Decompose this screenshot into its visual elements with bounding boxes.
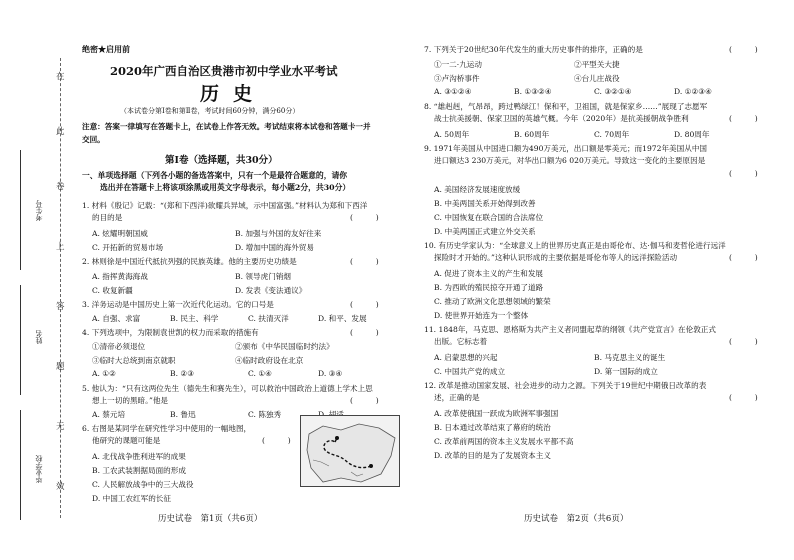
subject-title: 历史 (200, 83, 267, 105)
option: ①一二·九运动 (434, 60, 482, 69)
option: B. 60周年 (514, 130, 550, 139)
option: D. ③④ (318, 369, 343, 378)
option: B. 加强与外国的友好往来 (235, 229, 322, 238)
option: D. ①②③④ (674, 87, 712, 96)
question-8-cont: 战士抗美援朝、保家卫国的英雄气概。今年（2020年）是抗美援朝战争胜利 (434, 114, 689, 123)
option: C. 中国共产党的成立 (434, 367, 506, 376)
option: D. 增加中国的海外贸易 (235, 243, 314, 252)
option: ③临时大总统到南京就职 (92, 356, 176, 365)
question-1-cont: 的目的是 (92, 213, 123, 222)
option: D. 80周年 (674, 130, 710, 139)
section-title: 一、单项选择题（下列各小题的备选答案中，只有一个是最符合题意的，请你 (82, 171, 348, 180)
option: A. 蔡元培 (92, 410, 126, 419)
option: C. 开拓新的贸易市场 (92, 243, 164, 252)
question-12: 12. 改革是推动国家发展、社会进步的动力之源。下列关于19世纪中期俄日改革的表 (424, 381, 707, 390)
option: C. ③②①④ (594, 87, 632, 96)
answer-paren: ( ) (350, 213, 379, 222)
option: B. 马克思主义的诞生 (594, 353, 666, 362)
option: C. 改革前两国的资本主义发展水平都不高 (434, 437, 574, 446)
option: B. 日本通过改革结束了幕府的统治 (434, 423, 551, 432)
option: C. 扶清灭洋 (248, 314, 289, 323)
margin-char: 答 (56, 302, 65, 312)
option: C. 人民解放战争中的三大战役 (92, 480, 194, 489)
option: D. 使世界开始连为一个整体 (434, 311, 529, 320)
option: ②颁布《中华民国临时约法》 (235, 342, 334, 351)
option: D. 第一国际的成立 (594, 367, 658, 376)
option: B. ①③②④ (514, 87, 552, 96)
option: A. 自强、求富 (92, 314, 141, 323)
page-footer: 历史试卷 第1页（共6页） (158, 514, 263, 524)
answer-paren: ( ) (350, 396, 379, 405)
option: D. 和平、发展 (318, 314, 367, 323)
question-10-cont: 探险时才开始的。”这种认识形成的主要依据是哥伦布等人的远洋探险活动 (434, 253, 678, 262)
question-4: 4. 下列选项中，为限制袁世凯的权力而采取的措施有 (82, 328, 259, 337)
secret-label: 绝密★启用前 (82, 44, 130, 54)
option: B. 民主、科学 (170, 314, 219, 323)
option: C. 中国恢复在联合国的合法席位 (434, 213, 544, 222)
option: ④临时政府设在北京 (235, 356, 304, 365)
question-11-cont: 出版。它标志着 (434, 337, 488, 346)
option: C. 推动了欧洲文化思想领域的繁荣 (434, 297, 551, 306)
question-1: 1. 材料《殷记》记载：“(郑和下西洋)欲耀兵异域，示中国富强。”材料认为郑和下西洋 (82, 201, 368, 210)
question-8: 8. “雄赳赳，气昂昂，跨过鸭绿江！保和平，卫祖国，就是保家乡……”展现了志愿军 (424, 102, 708, 111)
answer-paren: ( ) (350, 328, 379, 337)
question-2: 2. 林则徐是中国近代抵抗列强的民族英雄。他的主要历史功绩是 (82, 257, 297, 266)
answer-paren: ( ) (262, 436, 291, 445)
margin-char: 卷 (56, 182, 65, 192)
question-5: 5. 他认为：“只有这两位先生（德先生和赛先生），可以救治中国政治上道德上学术上思 (82, 384, 373, 393)
question-7: 7. 下列关于20世纪30年代发生的重大历史事件的排序，正确的是 (424, 45, 643, 54)
part-title: 第Ⅰ卷（选择题，共30分） (165, 155, 278, 166)
option: D. 发表《变法通议》 (235, 286, 307, 295)
margin-char: 上 (56, 242, 65, 252)
option: D. 改革的目的是为了发展资本主义 (434, 451, 551, 460)
name-label: 姓名 (35, 330, 43, 344)
option: B. 鲁迅 (170, 410, 196, 419)
option: D. 中美两国正式建立外交关系 (434, 227, 536, 236)
section-title-cont: 选出并在答题卡上将该项涂黑或用英文字母表示，每小题2分，共30分） (100, 183, 351, 192)
option: ②平型关大捷 (574, 60, 620, 69)
margin-char: 题 (56, 362, 65, 372)
option: A. ①② (92, 369, 116, 378)
answer-paren: ( ) (729, 169, 758, 178)
answer-paren: ( ) (350, 300, 379, 309)
option: A. 促进了资本主义的产生和发展 (434, 269, 544, 278)
option: A. 美国经济发展速度放缓 (434, 185, 521, 194)
answer-paren: ( ) (729, 337, 758, 346)
school-line (20, 410, 21, 520)
option: C. 收复新疆 (92, 286, 133, 295)
option: B. 中美两国关系开始得到改善 (434, 199, 536, 208)
option: B. 领导虎门销烟 (235, 272, 291, 281)
option: C. ①④ (248, 369, 272, 378)
answer-paren: ( ) (729, 45, 758, 54)
option: B. 工农武装割据局面的形成 (92, 466, 186, 475)
option: ③卢沟桥事件 (434, 74, 480, 83)
answer-paren: ( ) (350, 257, 379, 266)
option: C. 70周年 (594, 130, 630, 139)
option: ④台儿庄战役 (574, 74, 620, 83)
option: A. 指挥黄海海战 (92, 272, 148, 281)
name-line (20, 285, 21, 395)
question-6: 6. 右图是某同学在研究性学习中使用的一幅地图， (82, 424, 252, 433)
notice-line-2: 交回。 (82, 135, 105, 144)
margin-char: 效 (56, 482, 65, 492)
margin-char: 此 (56, 127, 65, 137)
student-id-line (20, 150, 21, 270)
school-label: 毕业学校 (35, 455, 43, 483)
student-id-label: 考生号 (35, 200, 43, 221)
question-11: 11. 1848年，马克思、恩格斯为共产主义者同盟起草的纲领《共产党宣言》在伦敦正式 (424, 325, 716, 334)
margin-char: 在 (56, 72, 65, 82)
option: A. 北伐战争胜利进军的成果 (92, 452, 186, 461)
option: A. ③①②④ (434, 87, 472, 96)
exam-title: 2020年广西自治区贵港市初中学业水平考试 (110, 64, 338, 78)
question-3: 3. 洋务运动是中国历史上第一次近代化运动。它的口号是 (82, 300, 274, 309)
page-footer: 历史试卷 第2页（共6页） (524, 514, 629, 524)
notice-line-1: 注意：答案一律填写在答题卡上，在试卷上作答无效。考试结束将本试卷和答题卡一并 (82, 122, 371, 131)
question-12-cont: 述，正确的是 (434, 393, 480, 402)
option: A. 炫耀明朝国威 (92, 229, 148, 238)
option: C. 陈独秀 (248, 410, 282, 419)
option: A. 50周年 (434, 130, 470, 139)
answer-paren: ( ) (729, 114, 758, 123)
option: ①清帝必须退位 (92, 342, 146, 351)
question-9-cont: 进口额达3 230万美元，对华出口额为6 020万美元。导致这一变化的主要原因是 (434, 156, 706, 165)
option: B. ②③ (170, 369, 195, 378)
option: A. 启蒙思想的兴起 (434, 353, 498, 362)
exam-page-2 (404, 0, 794, 560)
question-6-cont: 他研究的课题可能是 (92, 436, 161, 445)
option: B. 为西欧的殖民掠夺开通了道路 (434, 283, 544, 292)
question-5-cont: 想上一切的黑暗。”他是 (92, 396, 169, 405)
answer-paren: ( ) (729, 393, 758, 402)
option: D. 中国工农红军的长征 (92, 494, 171, 503)
route-map-figure (300, 415, 400, 487)
question-9: 9. 1971年美国从中国进口额为490万美元，出口额是零美元；而1972年美国从中国 (424, 144, 708, 153)
question-10: 10. 有历史学家认为：“全球意义上的世界历史真正是由哥伦布、达·伽马和麦哲伦进行远洋 (424, 241, 726, 250)
exam-note: （本试卷分第Ⅰ卷和第Ⅱ卷，考试时间60分钟，满分60分） (120, 107, 300, 115)
margin-char: 无 (56, 422, 65, 432)
answer-paren: ( ) (729, 253, 758, 262)
option: A. 改革使俄国一跃成为欧洲军事强国 (434, 409, 559, 418)
